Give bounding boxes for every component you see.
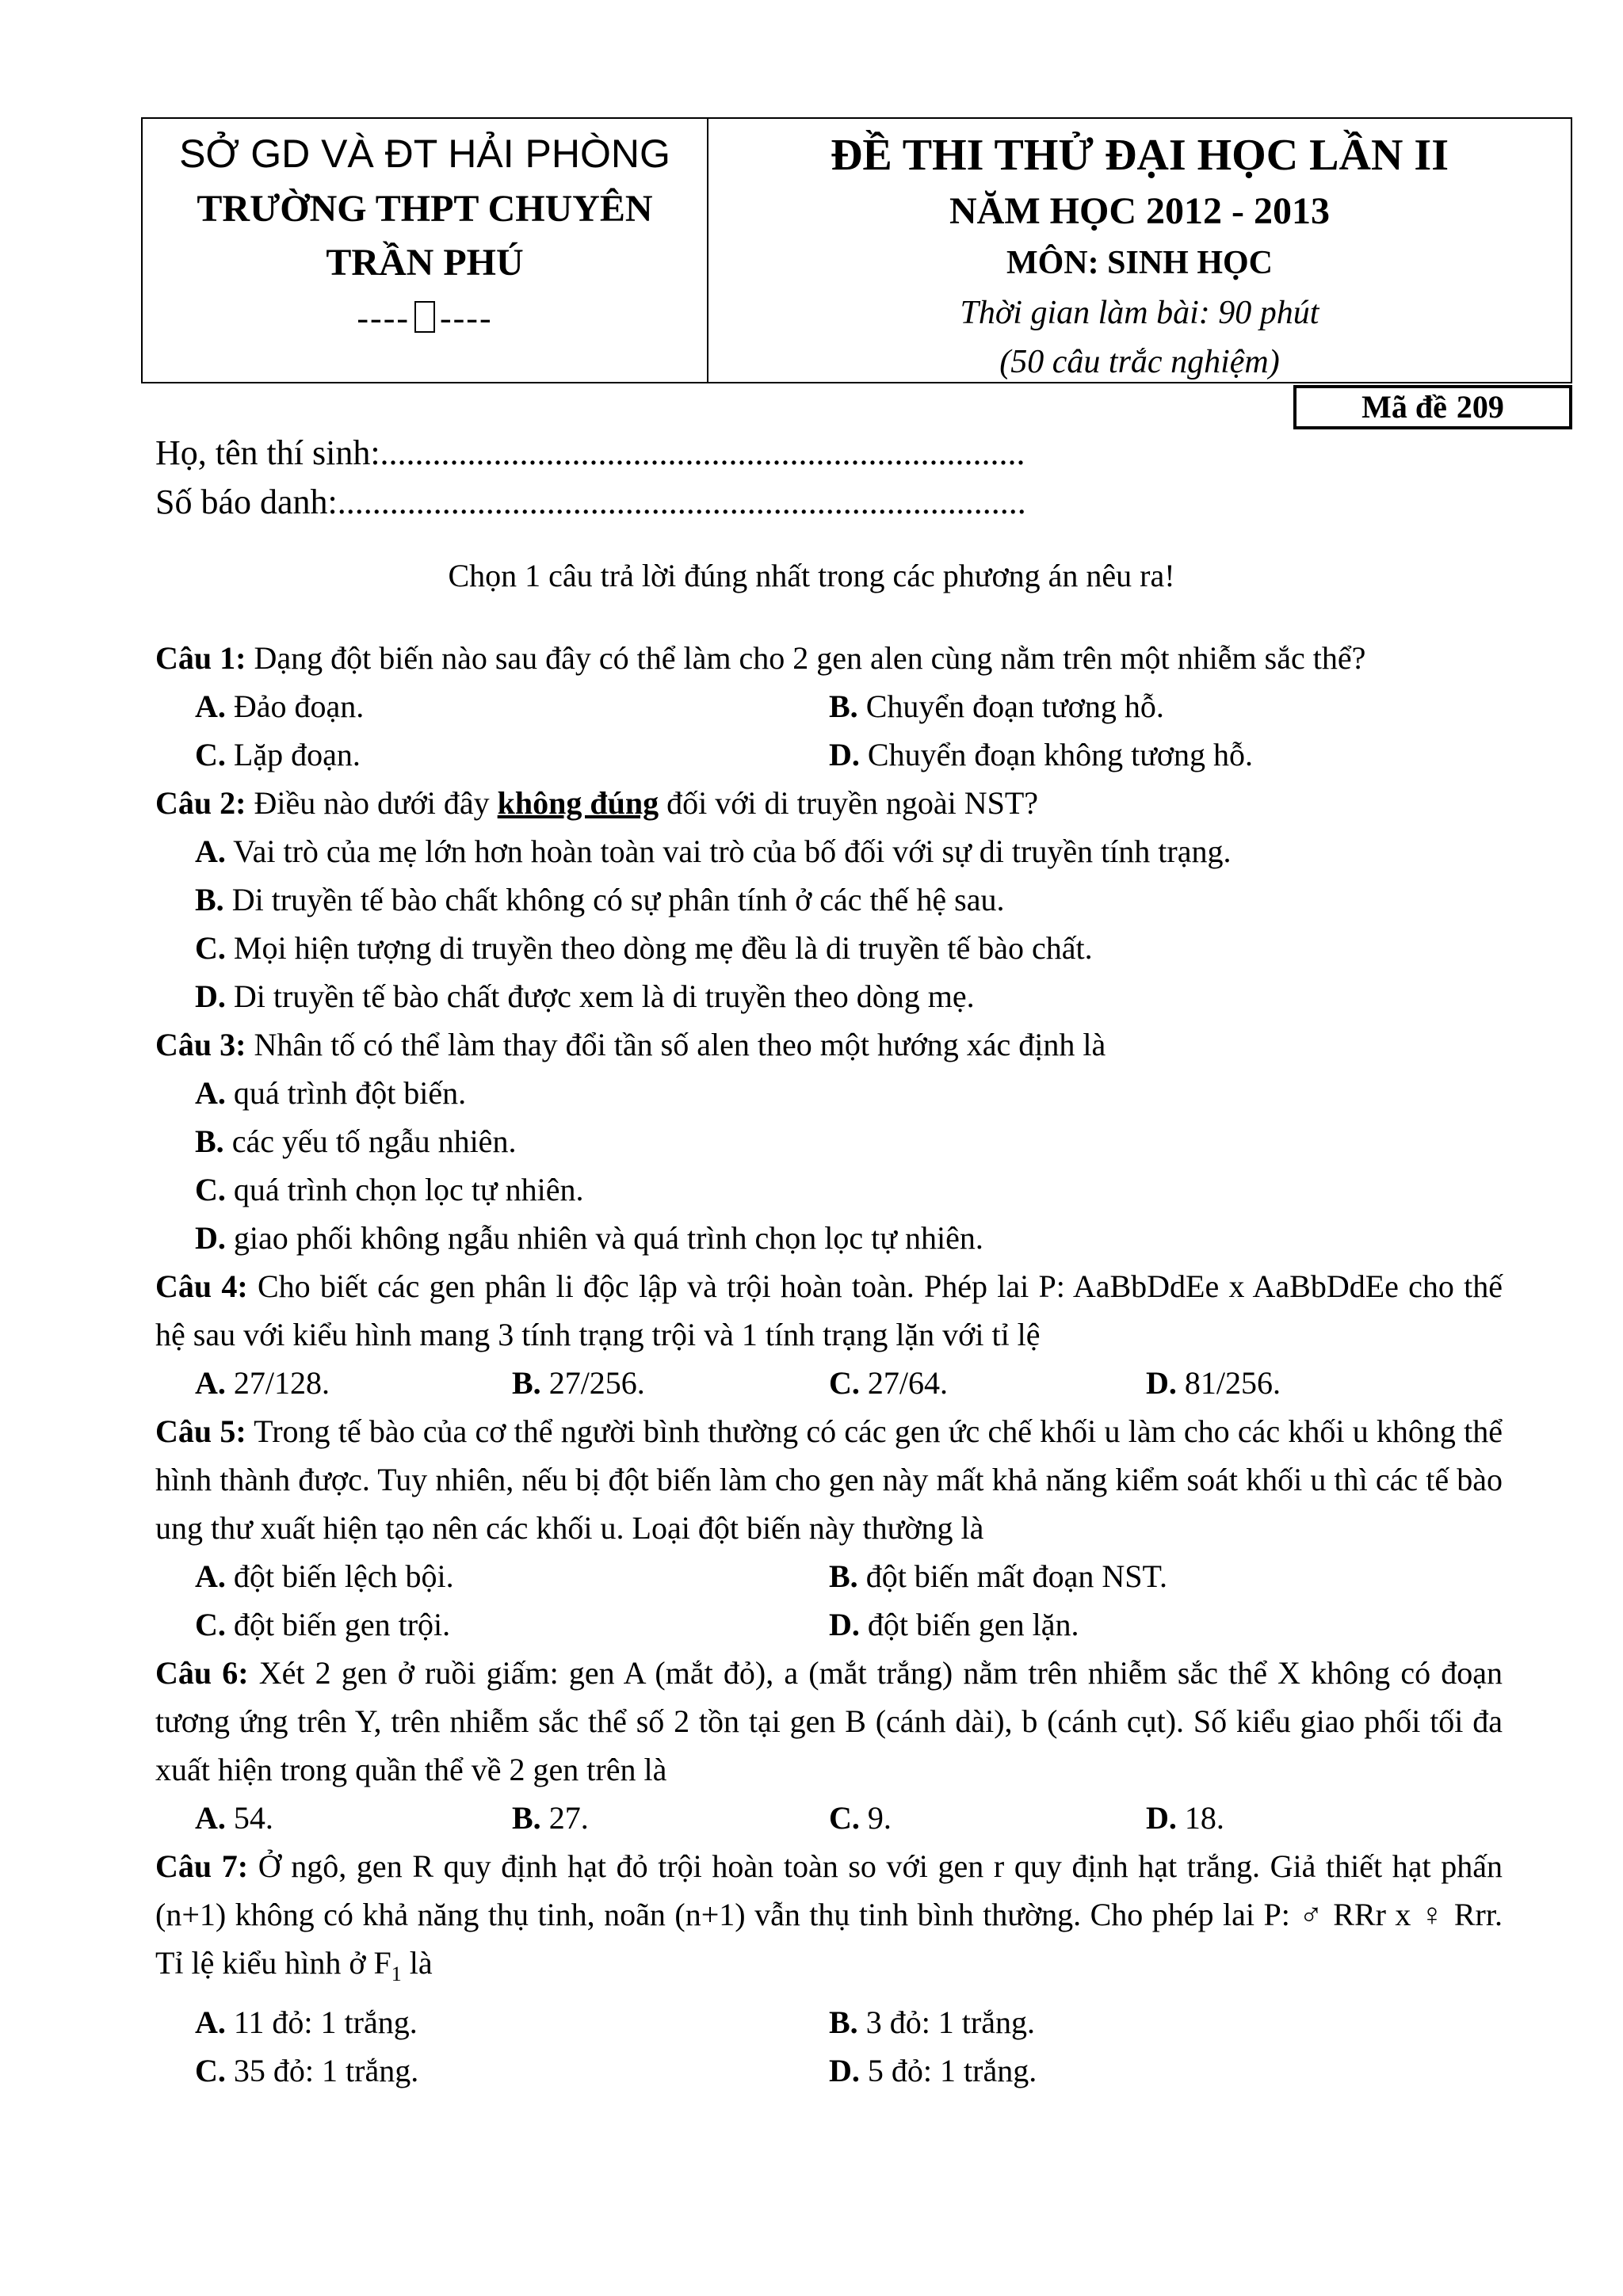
option-label: B. <box>829 2004 858 2040</box>
option-text: giao phối không ngẫu nhiên và quá trình chọn lọc tự nhiên. <box>225 1220 983 1256</box>
option-d <box>829 1600 1463 1649</box>
option-text: Chuyển đoạn không tương hỗ. <box>859 737 1254 772</box>
option-c <box>829 1794 1146 1842</box>
option-text: 11 đỏ: 1 trắng. <box>225 2004 418 2040</box>
question-text: Trong tế bào của cơ thể người bình thường có các gen ức chế khối u làm cho các khối u không thể hình thành được. Tuy nhiên, nếu bị đột biến làm cho gen này mất khả năng kiểm soát khối u thì các tế bào ung thư xuất hiện tạo nên các khối u. Loại đột biến này thường là <box>155 1413 1503 1546</box>
option-b <box>512 1359 829 1407</box>
subscript: 1 <box>391 1962 402 1985</box>
option-d <box>1146 1359 1463 1407</box>
option-b <box>195 1117 1503 1165</box>
option-a <box>195 1552 829 1600</box>
question-text: Điều nào dưới đây <box>246 785 498 821</box>
option-text: đột biến mất đoạn NST. <box>857 1558 1167 1594</box>
exam-code-label: Mã đề <box>1361 389 1447 425</box>
option-text: đột biến lệch bội. <box>225 1558 454 1594</box>
option-label: A. <box>195 2004 226 2040</box>
instruction: Chọn 1 câu trả lời đúng nhất trong các phương án nêu ra! <box>448 558 1175 593</box>
question-label: Câu 2: <box>155 785 246 821</box>
option-label: A. <box>195 833 226 869</box>
option-text: Vai trò của mẹ lớn hơn hoàn toàn vai trò của bố đối với sự di truyền tính trạng. <box>225 833 1232 869</box>
option-d <box>829 2046 1463 2095</box>
option-c <box>195 924 1503 972</box>
option-d <box>1146 1794 1463 1842</box>
option-label: A. <box>195 1075 226 1111</box>
question-1 <box>155 634 1503 779</box>
question-2 <box>155 779 1503 1020</box>
option-text: Di truyền tế bào chất không có sự phân tính ở các thế hệ sau. <box>223 882 1005 917</box>
option-a <box>195 827 1503 875</box>
option-label: D. <box>195 978 226 1014</box>
option-b <box>829 1552 1463 1600</box>
option-c <box>195 1600 829 1649</box>
option-text: đột biến gen lặn. <box>859 1607 1079 1642</box>
option-label: C. <box>829 1800 860 1836</box>
option-text: 27/64. <box>859 1365 949 1401</box>
options <box>155 827 1503 1020</box>
exam-time: Thời gian làm bài: 90 phút <box>960 295 1319 331</box>
question-text: Cho biết các gen phân li độc lập và trội hoàn toàn. Phép lai P: AaBbDdEe x AaBbDdEe cho thế hệ sau với kiểu hình mang 3 tính trạng trội và 1 tính trạng lặn với tỉ lệ <box>155 1268 1503 1352</box>
option-label: C. <box>195 930 226 966</box>
option-c <box>195 2046 829 2095</box>
option-label: B. <box>512 1365 541 1401</box>
question-label: Câu 5: <box>155 1413 246 1449</box>
option-label: A. <box>195 1365 226 1401</box>
school-info <box>143 119 708 382</box>
option-text: 27/256. <box>540 1365 645 1401</box>
option-text: Lặp đoạn. <box>225 737 361 772</box>
option-label: D. <box>829 2053 860 2088</box>
separator-right: ---- <box>440 299 493 338</box>
option-label: C. <box>829 1365 860 1401</box>
question-text-end: đối với di truyền ngoài NST? <box>659 785 1039 821</box>
option-b <box>512 1794 829 1842</box>
option-text: Đảo đoạn. <box>225 688 365 724</box>
question-text: Ở ngô, gen R quy định hạt đỏ trội hoàn toàn so với gen r quy định hạt trắng. Giả thiết hạt phấn (n+1) không có khả năng thụ tinh, noãn (n+1) vẫn thụ tinh bình thường. Cho phép lai P: ♂ RRr x ♀ Rrr. Tỉ lệ kiểu hình ở F <box>155 1848 1503 1981</box>
option-label: B. <box>512 1800 541 1836</box>
option-label: C. <box>195 1172 226 1207</box>
options <box>155 682 1503 779</box>
option-text: quá trình chọn lọc tự nhiên. <box>225 1172 584 1207</box>
option-text: 35 đỏ: 1 trắng. <box>225 2053 419 2088</box>
question-7 <box>155 1842 1503 2095</box>
option-a <box>195 1359 512 1407</box>
school-name-line2: TRẦN PHÚ <box>326 242 524 284</box>
exam-code-value: 209 <box>1456 389 1504 425</box>
option-b <box>829 1998 1463 2046</box>
option-label: C. <box>195 737 226 772</box>
options <box>155 1794 1503 1842</box>
separator-left: ---- <box>357 299 410 338</box>
option-label: D. <box>1146 1800 1177 1836</box>
exam-code-box <box>1293 385 1572 429</box>
exam-question-count: (50 câu trắc nghiệm) <box>999 344 1280 380</box>
option-a <box>195 1069 1503 1117</box>
option-text: quá trình đột biến. <box>225 1075 467 1111</box>
option-text: 9. <box>859 1800 892 1836</box>
question-3 <box>155 1020 1503 1262</box>
option-b <box>195 875 1503 924</box>
option-label: D. <box>829 1607 860 1642</box>
question-emphasis: không đúng <box>497 785 659 821</box>
exam-info <box>708 119 1571 382</box>
question-text: Xét 2 gen ở ruồi giấm: gen A (mắt đỏ), a (mắt trắng) nằm trên nhiễm sắc thể X không có đoạn tương ứng trên Y, trên nhiễm sắc thể số 2 tồn tại gen B (cánh dài), b (cánh cụt). Số kiểu giao phối tối đa xuất hiện trong quần thể về 2 gen trên là <box>155 1655 1503 1787</box>
options <box>155 1359 1503 1407</box>
option-label: A. <box>195 1558 226 1594</box>
option-label: B. <box>195 882 224 917</box>
option-text: các yếu tố ngẫu nhiên. <box>223 1123 517 1159</box>
option-text: đột biến gen trội. <box>225 1607 451 1642</box>
option-label: D. <box>829 737 860 772</box>
option-label: A. <box>195 688 226 724</box>
question-label: Câu 7: <box>155 1848 249 1884</box>
option-label: C. <box>195 2053 226 2088</box>
option-text: Di truyền tế bào chất được xem là di truyền theo dòng mẹ. <box>225 978 975 1014</box>
candidate-name-field: Họ, tên thí sinh:.......................................................................... <box>155 433 1025 472</box>
question-text: Nhân tố có thể làm thay đổi tần số alen theo một hướng xác định là <box>246 1027 1106 1062</box>
option-c <box>829 1359 1146 1407</box>
options <box>155 1998 1503 2095</box>
exam-header <box>141 117 1572 383</box>
option-label: B. <box>829 1558 858 1594</box>
option-text: Chuyển đoạn tương hỗ. <box>857 688 1164 724</box>
option-c <box>195 730 829 779</box>
department: SỞ GD VÀ ĐT HẢI PHÒNG <box>179 132 670 176</box>
option-text: 5 đỏ: 1 trắng. <box>859 2053 1037 2088</box>
options <box>155 1069 1503 1262</box>
question-text-end: là <box>401 1945 433 1981</box>
option-a <box>195 1998 829 2046</box>
option-text: Mọi hiện tượng di truyền theo dòng mẹ đều là di truyền tế bào chất. <box>225 930 1093 966</box>
option-label: D. <box>1146 1365 1177 1401</box>
option-c <box>195 1165 1503 1214</box>
option-a <box>195 1794 512 1842</box>
question-label: Câu 1: <box>155 640 246 676</box>
missing-glyph-icon <box>414 301 435 333</box>
option-d <box>195 972 1503 1020</box>
question-5 <box>155 1407 1503 1649</box>
option-a <box>195 682 829 730</box>
option-text: 27. <box>540 1800 589 1836</box>
option-d <box>195 1214 1503 1262</box>
option-b <box>829 682 1463 730</box>
option-label: D. <box>195 1220 226 1256</box>
option-text: 27/128. <box>225 1365 330 1401</box>
question-label: Câu 4: <box>155 1268 248 1304</box>
school-name-line1: TRƯỜNG THPT CHUYÊN <box>197 188 653 230</box>
question-6 <box>155 1649 1503 1842</box>
question-text: Dạng đột biến nào sau đây có thể làm cho 2 gen alen cùng nằm trên một nhiễm sắc thể? <box>246 640 1366 676</box>
option-text: 18. <box>1176 1800 1224 1836</box>
option-text: 3 đỏ: 1 trắng. <box>857 2004 1035 2040</box>
separator <box>143 290 707 347</box>
options <box>155 1552 1503 1649</box>
option-text: 81/256. <box>1176 1365 1281 1401</box>
question-list <box>155 634 1503 2095</box>
option-label: A. <box>195 1800 226 1836</box>
option-label: C. <box>195 1607 226 1642</box>
option-text: 54. <box>225 1800 273 1836</box>
option-d <box>829 730 1463 779</box>
question-label: Câu 3: <box>155 1027 246 1062</box>
exam-subject: MÔN: SINH HỌC <box>1006 245 1273 281</box>
option-label: B. <box>195 1123 224 1159</box>
option-label: B. <box>829 688 858 724</box>
candidate-id-field: Số báo danh:............................................................................... <box>155 482 1026 521</box>
exam-year: NĂM HỌC 2012 - 2013 <box>949 190 1330 232</box>
question-label: Câu 6: <box>155 1655 249 1691</box>
question-4 <box>155 1262 1503 1407</box>
exam-title: ĐỀ THI THỬ ĐẠI HỌC LẦN II <box>830 131 1449 180</box>
